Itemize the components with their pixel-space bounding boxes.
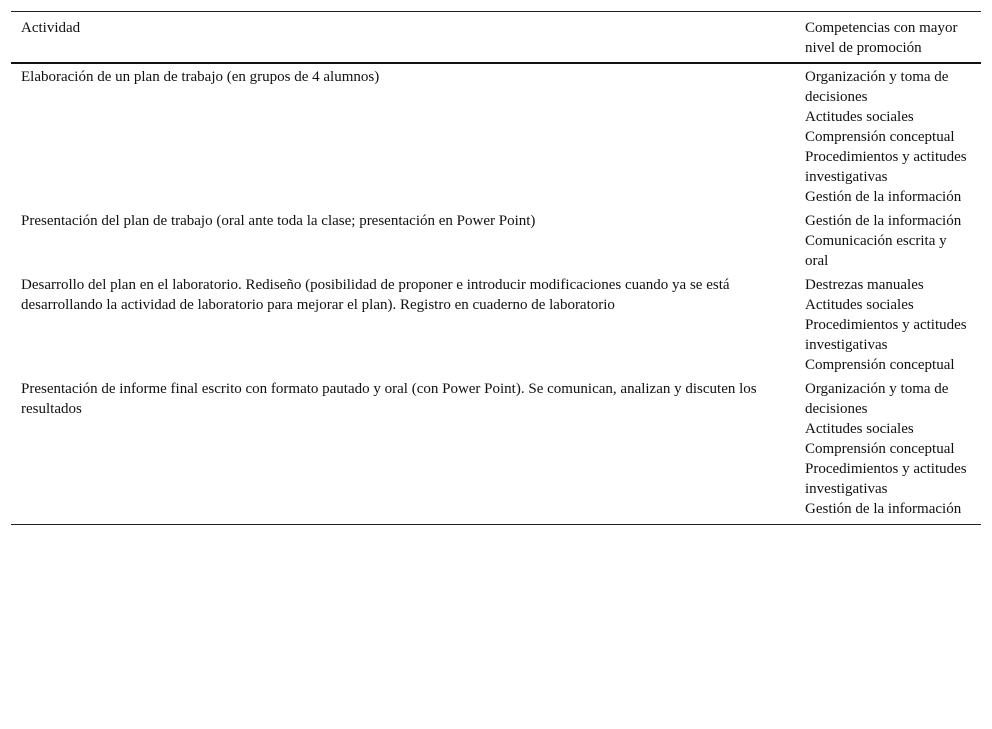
competencies-cell — [805, 379, 981, 519]
table-row — [11, 377, 981, 524]
competency-item: Organización y toma de decisiones — [805, 381, 949, 417]
activity-cell: Presentación de informe final escrito con formato pautado y oral (con Power Point). Se comunican, analizan y discuten los resultados — [21, 381, 757, 417]
competency-item: Gestión de la información — [805, 189, 962, 205]
activity-cell: Desarrollo del plan en el laboratorio. Rediseño (posibilidad de proponer e introducir modificaciones cuando ya se está desarrollando la actividad de laboratorio para mejorar el plan). Registro en cuaderno de laboratorio — [21, 277, 730, 313]
activities-table — [11, 11, 981, 525]
competency-item: Organización y toma de decisiones — [805, 69, 949, 105]
competency-item: Actitudes sociales — [805, 297, 914, 313]
competency-item: Gestión de la información — [805, 501, 962, 517]
competency-item: Procedimientos y actitudes investigativas — [805, 317, 967, 353]
competency-item: Destrezas manuales — [805, 277, 924, 293]
competency-item: Procedimientos y actitudes investigativas — [805, 461, 967, 497]
table-header-row — [11, 12, 981, 62]
competency-item: Actitudes sociales — [805, 109, 914, 125]
competency-item: Comprensión conceptual — [805, 441, 955, 457]
activity-cell: Elaboración de un plan de trabajo (en grupos de 4 alumnos) — [21, 69, 380, 85]
competencies-cell — [805, 67, 981, 207]
table-row — [11, 273, 981, 377]
competency-item: Gestión de la información — [805, 213, 962, 229]
competency-item: Comprensión conceptual — [805, 129, 955, 145]
competencies-cell — [805, 275, 981, 375]
competencies-cell — [805, 211, 981, 271]
table-row — [11, 209, 981, 273]
header-activity: Actividad — [21, 20, 81, 36]
competency-item: Comprensión conceptual — [805, 357, 955, 373]
header-competencies: Competencias con mayor nivel de promoción — [805, 20, 958, 56]
competency-item: Procedimientos y actitudes investigativas — [805, 149, 967, 185]
activity-cell: Presentación del plan de trabajo (oral ante toda la clase; presentación en Power Point) — [21, 213, 536, 229]
competency-item: Actitudes sociales — [805, 421, 914, 437]
table-row — [11, 64, 981, 209]
table-bottom-rule — [11, 524, 981, 525]
competency-item: Comunicación escrita y oral — [805, 233, 947, 269]
